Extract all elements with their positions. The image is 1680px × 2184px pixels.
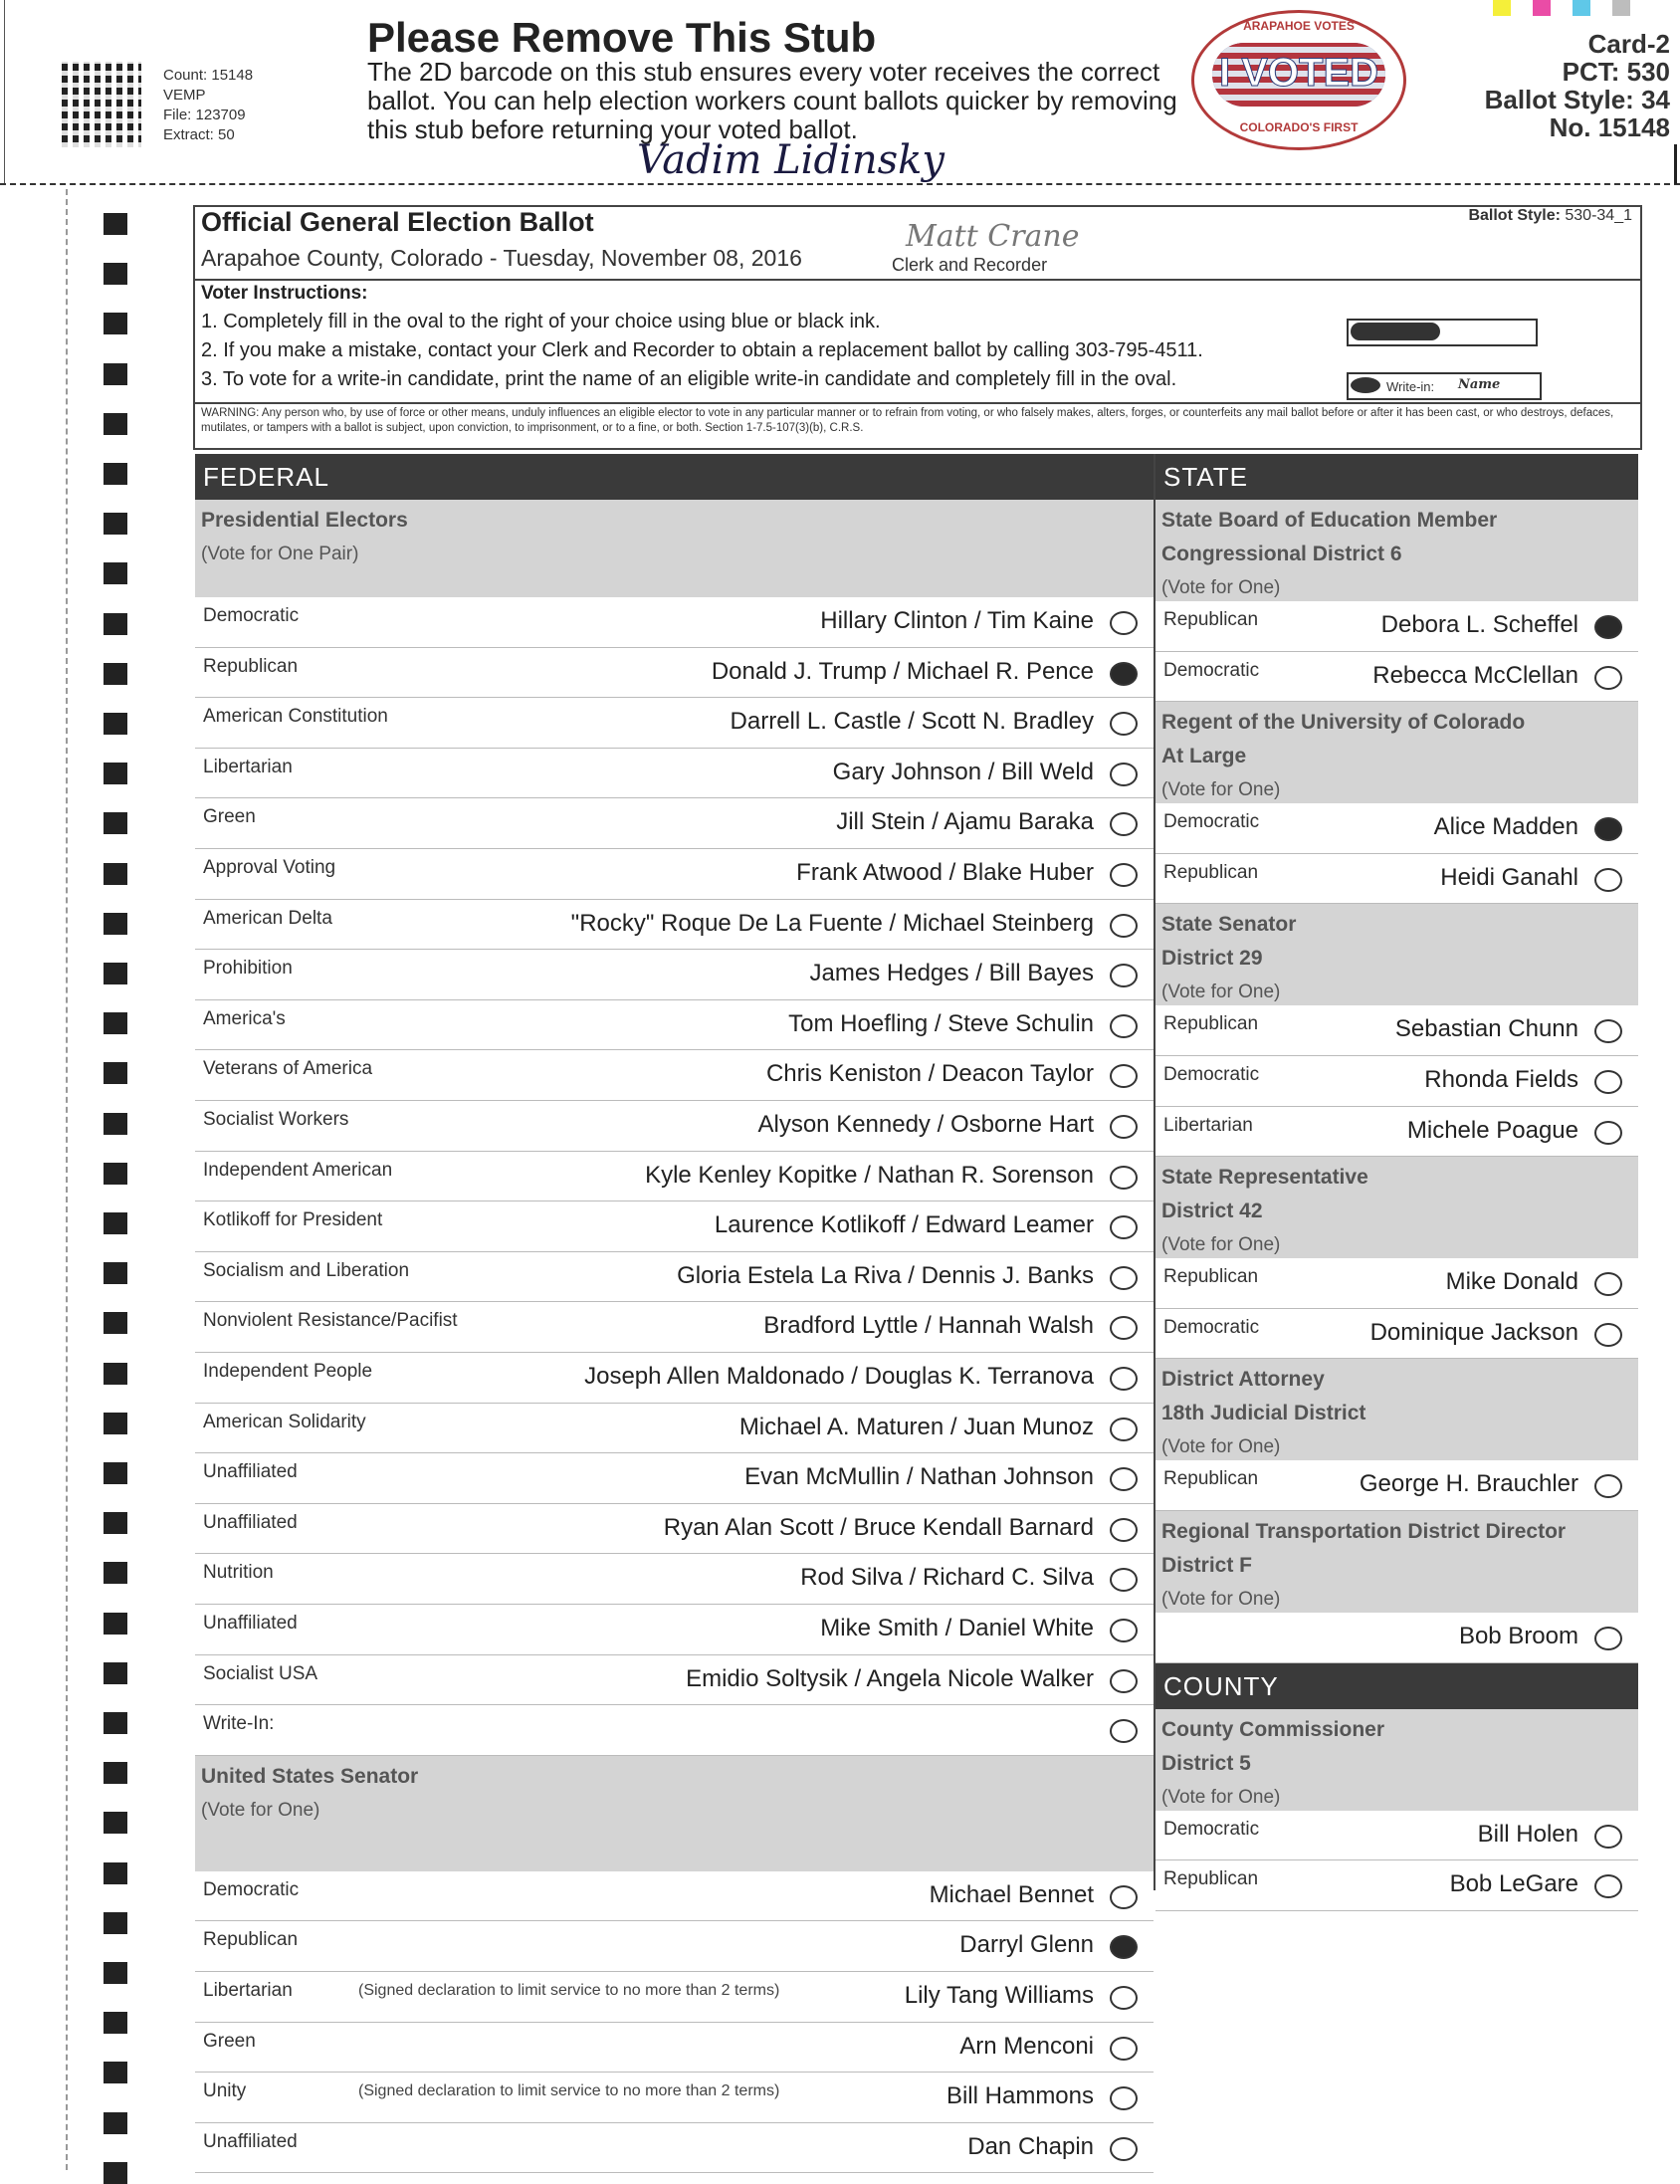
vote-oval[interactable] xyxy=(1594,1474,1622,1498)
card-number: Card-2 xyxy=(1587,29,1670,59)
contest-title: County Commissioner xyxy=(1161,1717,1385,1741)
vote-oval[interactable] xyxy=(1110,1669,1138,1693)
sticker-word: I VOTED xyxy=(1218,51,1379,95)
party-label: Democratic xyxy=(1163,1316,1260,1338)
stub-file: File: 123709 xyxy=(163,107,246,123)
timing-mark xyxy=(104,1012,127,1034)
timing-mark xyxy=(104,1862,127,1884)
party-label: American Delta xyxy=(203,907,332,929)
party-label: Libertarian xyxy=(203,756,293,777)
stub-left-border xyxy=(4,0,5,185)
ballot-choice-row xyxy=(195,1302,1154,1353)
clerk-signature: Matt Crane xyxy=(906,219,1080,254)
timing-mark xyxy=(104,663,127,685)
candidate-name: Heidi Ganahl xyxy=(1440,863,1578,891)
candidate-name: Kyle Kenley Kopitke / Nathan R. Sorenson xyxy=(645,1161,1094,1189)
timing-mark xyxy=(104,1312,127,1334)
contest-title: Presidential Electors xyxy=(201,509,408,532)
candidate-name: Gary Johnson / Bill Weld xyxy=(832,758,1094,785)
ballot-choice-row xyxy=(195,1252,1154,1303)
vote-oval[interactable] xyxy=(1110,812,1138,836)
contest-header xyxy=(1155,904,1638,1005)
vote-oval[interactable] xyxy=(1594,817,1622,841)
party-label: Democratic xyxy=(1163,1818,1260,1840)
vote-oval[interactable] xyxy=(1110,1935,1138,1959)
column-separator xyxy=(1154,454,1155,1890)
timing-mark xyxy=(104,213,127,235)
party-label: Nonviolent Resistance/Pacifist xyxy=(203,1310,458,1332)
party-label: America's xyxy=(203,1007,286,1029)
contest-title: United States Senator xyxy=(201,1764,419,1788)
timing-mark xyxy=(104,1912,127,1934)
ballot-choice-row xyxy=(195,900,1154,951)
vote-oval[interactable] xyxy=(1594,1272,1622,1296)
party-label: Socialist USA xyxy=(203,1662,318,1684)
ballot-title: Official General Election Ballot xyxy=(201,207,594,237)
candidate-name: Hillary Clinton / Tim Kaine xyxy=(820,607,1094,634)
timing-mark xyxy=(104,1212,127,1234)
ballot-choice-row xyxy=(195,1201,1154,1252)
party-label: Approval Voting xyxy=(203,857,336,878)
ballot-choice-row xyxy=(195,1605,1154,1655)
party-label: Unaffiliated xyxy=(203,1613,298,1634)
vote-for: (Vote for One) xyxy=(1161,982,1281,1003)
timing-mark xyxy=(104,1712,127,1734)
contest-district: District F xyxy=(1161,1554,1253,1577)
timing-mark xyxy=(104,313,127,334)
timing-mark xyxy=(104,2162,127,2184)
ballot-choice-row xyxy=(195,1050,1154,1101)
contest-title: Regent of the University of Colorado xyxy=(1161,711,1526,735)
party-label: Socialist Workers xyxy=(203,1109,349,1130)
candidate-name: Darrell L. Castle / Scott N. Bradley xyxy=(730,708,1094,736)
tear-line xyxy=(0,183,1680,185)
ballot-choice-row xyxy=(1155,1613,1638,1663)
party-label: Democratic xyxy=(1163,659,1260,681)
party-label: Democratic xyxy=(203,605,300,626)
instructions-heading: Voter Instructions: xyxy=(201,283,368,304)
party-label: Independent People xyxy=(203,1361,373,1382)
timing-mark xyxy=(104,263,127,285)
party-label: Unaffiliated xyxy=(203,2130,298,2152)
party-label: Republican xyxy=(1163,609,1259,630)
vote-oval[interactable] xyxy=(1110,1467,1138,1491)
party-label: Nutrition xyxy=(203,1562,274,1584)
candidate-name: Sebastian Chunn xyxy=(1394,1015,1578,1043)
registration-gray xyxy=(1612,0,1630,16)
timing-mark xyxy=(104,2012,127,2034)
stub-count: Count: 15148 xyxy=(163,67,254,84)
candidate-name: Dominique Jackson xyxy=(1369,1318,1578,1346)
timing-mark xyxy=(104,2112,127,2134)
party-label: Republican xyxy=(1163,861,1259,883)
vote-oval[interactable] xyxy=(1594,1070,1622,1094)
timing-mark xyxy=(104,812,127,834)
vote-oval[interactable] xyxy=(1594,666,1622,690)
contest-header xyxy=(1155,1359,1638,1460)
candidate-name: Rod Silva / Richard C. Silva xyxy=(800,1564,1094,1592)
vote-oval[interactable] xyxy=(1110,1367,1138,1391)
vote-oval[interactable] xyxy=(1110,1316,1138,1340)
stub-title: Please Remove This Stub xyxy=(367,14,877,61)
party-label: Unity xyxy=(203,2080,247,2102)
party-label: American Solidarity xyxy=(203,1411,366,1432)
vote-oval[interactable] xyxy=(1594,1121,1622,1145)
ballot-choice-row xyxy=(195,1453,1154,1504)
candidate-name: Laurence Kotlikoff / Edward Leamer xyxy=(714,1211,1094,1239)
ballot-choice-row xyxy=(1155,1460,1638,1511)
ballot-style-value: 530-34_1 xyxy=(1565,207,1632,224)
candidate-name: Chris Keniston / Deacon Taylor xyxy=(765,1060,1094,1088)
ballot-subtitle: Arapahoe County, Colorado - Tuesday, November 08, 2016 xyxy=(201,245,802,271)
timing-mark xyxy=(104,1363,127,1385)
candidate-name: Mike Donald xyxy=(1445,1268,1578,1296)
vote-oval[interactable] xyxy=(1110,964,1138,987)
candidate-name: Bob LeGare xyxy=(1449,1870,1578,1898)
ballot-choice-row xyxy=(195,2023,1154,2074)
party-label: Unaffiliated xyxy=(203,1511,298,1533)
vote-oval[interactable] xyxy=(1110,763,1138,786)
vote-oval[interactable] xyxy=(1110,1986,1138,2010)
party-label: Prohibition xyxy=(203,958,293,980)
candidate-name: Bob Broom xyxy=(1458,1623,1578,1649)
vote-oval[interactable] xyxy=(1594,1019,1622,1043)
candidate-name: Arn Menconi xyxy=(959,2032,1094,2060)
vote-for: (Vote for One) xyxy=(201,1799,320,1821)
timing-mark xyxy=(104,613,127,635)
contest-title: State Senator xyxy=(1161,913,1297,937)
ballot-choice-row xyxy=(195,1921,1154,1972)
party-label: Libertarian xyxy=(1163,1114,1253,1136)
vote-oval[interactable] xyxy=(1594,1825,1622,1849)
contest-district: At Large xyxy=(1161,745,1247,768)
candidate-name: Michael Bennet xyxy=(929,1880,1094,1908)
timing-mark xyxy=(104,513,127,535)
ballot-choice-row xyxy=(195,1101,1154,1152)
contest-district: 18th Judicial District xyxy=(1161,1402,1366,1425)
ballot-choice-row xyxy=(195,2123,1154,2174)
candidate-name: Bill Hammons xyxy=(945,2082,1094,2110)
candidate-name: Emidio Soltysik / Angela Nicole Walker xyxy=(686,1664,1094,1692)
vote-oval[interactable] xyxy=(1594,615,1622,639)
timing-mark xyxy=(104,913,127,935)
contest-title: Regional Transportation District Director xyxy=(1161,1520,1567,1543)
ballot-choice-row xyxy=(1155,1309,1638,1360)
candidate-name: Ryan Alan Scott / Bruce Kendall Barnard xyxy=(663,1513,1094,1541)
timing-mark xyxy=(104,1562,127,1584)
timing-mark xyxy=(104,1062,127,1084)
contest-header xyxy=(195,1756,1154,1871)
term-limit-note: (Signed declaration to limit service to no more than 2 terms) xyxy=(358,2082,780,2100)
header-rule xyxy=(195,279,1640,281)
party-label: Republican xyxy=(203,1929,299,1951)
candidate-name: Joseph Allen Maldonado / Douglas K. Terranova xyxy=(584,1363,1094,1390)
candidate-name: Darryl Glenn xyxy=(959,1931,1094,1959)
vote-for: (Vote for One) xyxy=(1161,1786,1281,1808)
ballot-choice-row xyxy=(195,1871,1154,1922)
vote-oval[interactable] xyxy=(1110,914,1138,938)
ballot-choice-row xyxy=(195,648,1154,699)
candidate-name: "Rocky" Roque De La Fuente / Michael Steinberg xyxy=(570,909,1094,937)
instruction-2: 2. If you make a mistake, contact your Clerk and Recorder to obtain a replacement ballot by calling 303-795-4511. xyxy=(201,339,1203,361)
stub-text: The 2D barcode on this stub ensures every voter receives the correct ballot. You can help election workers count ballots quicker by removing this stub before returning your voted ballot. xyxy=(367,57,1177,144)
candidate-name: Rebecca McClellan xyxy=(1372,661,1578,689)
writein-sample xyxy=(1347,372,1542,400)
timing-mark xyxy=(104,1662,127,1684)
stub-extract: Extract: 50 xyxy=(163,126,235,143)
ballot-choice-row xyxy=(1155,803,1638,854)
contest-header xyxy=(1155,702,1638,803)
party-label: Unaffiliated xyxy=(203,1461,298,1483)
registration-cyan xyxy=(1573,0,1590,16)
contest-header xyxy=(1155,1709,1638,1811)
instruction-3: 3. To vote for a write-in candidate, print the name of an eligible write-in candidate and completely fill in the oval. xyxy=(201,368,1177,390)
registration-magenta xyxy=(1533,0,1551,16)
candidate-name: Bill Holen xyxy=(1477,1820,1578,1848)
ballot-style-label: Ballot Style: xyxy=(1468,207,1561,224)
timing-mark xyxy=(104,1512,127,1534)
contest-title: State Representative xyxy=(1161,1166,1368,1190)
party-label: Republican xyxy=(1163,1013,1259,1035)
timing-mark xyxy=(104,1962,127,1984)
ballot-choice-row xyxy=(1155,652,1638,703)
vote-oval[interactable] xyxy=(1594,1627,1622,1650)
candidate-name: Alice Madden xyxy=(1433,813,1578,841)
vote-oval[interactable] xyxy=(1110,1014,1138,1038)
vote-for: (Vote for One) xyxy=(1161,577,1281,598)
candidate-name: Donald J. Trump / Michael R. Pence xyxy=(711,657,1094,685)
ballot-choice-row xyxy=(195,1705,1154,1756)
contest-header xyxy=(1155,500,1638,601)
party-label: Green xyxy=(203,2030,256,2052)
vote-oval[interactable] xyxy=(1110,863,1138,887)
timing-mark xyxy=(104,1613,127,1635)
candidate-name: Dan Chapin xyxy=(967,2132,1094,2160)
ballot-choice-row xyxy=(1155,1258,1638,1309)
candidate-name: Michele Poague xyxy=(1406,1116,1578,1144)
party-label: Republican xyxy=(203,655,299,677)
vote-oval[interactable] xyxy=(1110,1568,1138,1592)
candidate-name: Evan McMullin / Nathan Johnson xyxy=(744,1463,1094,1491)
ballot-choice-row xyxy=(195,1152,1154,1202)
vote-oval[interactable] xyxy=(1110,1719,1138,1743)
qr-barcode xyxy=(62,62,141,147)
timing-mark xyxy=(104,1762,127,1784)
party-label: Veterans of America xyxy=(203,1058,373,1080)
term-limit-note: (Signed declaration to limit service to no more than 2 terms) xyxy=(358,1982,780,1999)
candidate-name: Gloria Estela La Riva / Dennis J. Banks xyxy=(677,1261,1094,1289)
party-label: Green xyxy=(203,806,256,828)
candidate-name: Rhonda Fields xyxy=(1424,1066,1578,1093)
clerk-label: Clerk and Recorder xyxy=(892,255,1048,275)
ballot-choice-row xyxy=(195,1972,1154,2023)
ballot-style xyxy=(1443,207,1632,225)
vote-for: (Vote for One) xyxy=(1161,1589,1281,1610)
vote-oval[interactable] xyxy=(1110,1266,1138,1290)
ballot-choice-row xyxy=(195,749,1154,799)
ballot-choice-row xyxy=(195,849,1154,900)
ballot-choice-row xyxy=(195,1353,1154,1404)
vote-oval[interactable] xyxy=(1110,1115,1138,1139)
ballot-choice-row xyxy=(195,1000,1154,1051)
writein-sample-name: Name xyxy=(1458,377,1501,392)
candidate-name: Michael A. Maturen / Juan Munoz xyxy=(738,1413,1094,1440)
candidate-name: Alyson Kennedy / Osborne Hart xyxy=(757,1111,1094,1138)
vote-oval[interactable] xyxy=(1110,1064,1138,1088)
contest-district: Congressional District 6 xyxy=(1161,543,1402,565)
vote-oval[interactable] xyxy=(1594,868,1622,892)
vote-oval[interactable] xyxy=(1110,662,1138,686)
stub-vemp: VEMP xyxy=(163,87,206,104)
ballot-choice-row xyxy=(195,1504,1154,1555)
vote-oval[interactable] xyxy=(1110,1619,1138,1642)
party-label: Republican xyxy=(1163,1468,1259,1490)
vote-oval[interactable] xyxy=(1110,1518,1138,1542)
state-heading: STATE xyxy=(1155,454,1638,500)
vote-oval[interactable] xyxy=(1110,1885,1138,1909)
vote-oval[interactable] xyxy=(1110,1166,1138,1190)
registration-yellow xyxy=(1493,0,1511,16)
vote-for: (Vote for One Pair) xyxy=(201,544,359,564)
vote-oval[interactable] xyxy=(1110,2086,1138,2110)
voter-signature: Vadim Lidinsky xyxy=(637,137,945,183)
timing-mark xyxy=(104,463,127,485)
perforation-line xyxy=(66,189,68,2170)
ballot-choice-row xyxy=(195,597,1154,648)
candidate-name: Lily Tang Williams xyxy=(904,1982,1094,2009)
stub-right-mark xyxy=(1674,144,1677,184)
timing-mark xyxy=(104,763,127,784)
candidate-name: Frank Atwood / Blake Huber xyxy=(796,859,1094,886)
party-label: Socialism and Liberation xyxy=(203,1259,410,1281)
fill-sample xyxy=(1347,319,1538,346)
precinct: PCT: 530 xyxy=(1562,57,1670,87)
warning-rule xyxy=(195,402,1640,404)
ballot-choice-row xyxy=(195,1655,1154,1706)
party-label: Democratic xyxy=(1163,1064,1260,1085)
candidate-name: Debora L. Scheffel xyxy=(1380,611,1578,638)
ballot-choice-row xyxy=(1155,601,1638,652)
ballot-choice-row xyxy=(1155,1107,1638,1158)
ballot-choice-row xyxy=(1155,1860,1638,1911)
contest-district: District 42 xyxy=(1161,1200,1263,1223)
party-label: Libertarian xyxy=(203,1980,293,2001)
writein-sample-label: Write-in: xyxy=(1386,379,1435,394)
vote-for: (Vote for One) xyxy=(1161,779,1281,801)
sticker-bottom-text: COLORADO'S FIRST xyxy=(1239,120,1359,134)
ballot-choice-row xyxy=(1155,1005,1638,1056)
candidate-name: James Hedges / Bill Bayes xyxy=(809,960,1094,987)
party-label: Republican xyxy=(1163,1266,1259,1288)
timing-mark xyxy=(104,1163,127,1185)
contest-header xyxy=(1155,1157,1638,1258)
candidate-name: George H. Brauchler xyxy=(1359,1470,1578,1498)
ballot-choice-row xyxy=(195,1404,1154,1454)
contest-title: District Attorney xyxy=(1161,1368,1325,1392)
timing-mark xyxy=(104,713,127,735)
timing-mark xyxy=(104,363,127,385)
card-info xyxy=(1433,30,1670,141)
ballot-choice-row xyxy=(1155,1056,1638,1107)
federal-heading: FEDERAL xyxy=(195,454,1154,500)
timing-mark xyxy=(104,413,127,435)
sticker-top-text: ARAPAHOE VOTES xyxy=(1243,19,1355,33)
party-label: Democratic xyxy=(1163,811,1260,833)
candidate-name: Mike Smith / Daniel White xyxy=(820,1615,1094,1641)
warning-text: WARNING: Any person who, by use of force or other means, unduly influences an eligible elector to vote in any particular manner or to refrain from voting, or who falsely makes, alters, forges, or counterfeits any mail ballot before or after it has been cast, or who destroys, defaces, mutilates, or tampers with a ballot is subject, upon conviction, to imprisonment, or to a fine, or both. Section 1-7.5-107(3)(b), C.R.S. xyxy=(201,407,1614,434)
timing-mark xyxy=(104,863,127,885)
contest-header xyxy=(195,500,1154,597)
contest-district: District 29 xyxy=(1161,947,1263,971)
party-label: Kotlikoff for President xyxy=(203,1209,383,1231)
party-label: Republican xyxy=(1163,1868,1259,1890)
party-label: American Constitution xyxy=(203,706,388,728)
candidate-name: Jill Stein / Ajamu Baraka xyxy=(836,808,1094,836)
vote-oval[interactable] xyxy=(1110,2037,1138,2061)
party-label: Independent American xyxy=(203,1159,393,1181)
stub-ballot-style: Ballot Style: 34 xyxy=(1484,85,1670,114)
vote-oval[interactable] xyxy=(1110,712,1138,736)
county-heading: COUNTY xyxy=(1155,1663,1638,1709)
party-label: Write-In: xyxy=(203,1713,275,1735)
ballot-choice-row xyxy=(195,1554,1154,1605)
vote-oval[interactable] xyxy=(1594,1323,1622,1347)
candidate-name: Tom Hoefling / Steve Schulin xyxy=(788,1009,1094,1037)
ballot-number: No. 15148 xyxy=(1549,112,1670,142)
vote-oval[interactable] xyxy=(1594,1874,1622,1898)
timing-mark xyxy=(104,1812,127,1834)
i-voted-sticker xyxy=(1191,10,1406,150)
vote-oval[interactable] xyxy=(1110,1215,1138,1239)
ballot-choice-row xyxy=(195,698,1154,749)
timing-mark xyxy=(104,1262,127,1284)
timing-mark xyxy=(104,963,127,984)
timing-mark xyxy=(104,1413,127,1434)
ballot-choice-row xyxy=(1155,1811,1638,1861)
vote-for: (Vote for One) xyxy=(1161,1234,1281,1256)
contest-title: State Board of Education Member xyxy=(1161,509,1498,532)
timing-mark xyxy=(104,2062,127,2083)
contest-district: District 5 xyxy=(1161,1751,1251,1775)
ballot-choice-row xyxy=(195,950,1154,1000)
timing-mark xyxy=(104,562,127,584)
stub-meta xyxy=(163,66,253,145)
contest-header xyxy=(1155,1511,1638,1613)
party-label: Democratic xyxy=(203,1878,300,1900)
timing-mark xyxy=(104,1113,127,1135)
ballot-choice-row xyxy=(195,798,1154,849)
ballot-choice-row xyxy=(195,2073,1154,2123)
ballot-choice-row xyxy=(1155,854,1638,905)
vote-oval[interactable] xyxy=(1110,2137,1138,2161)
timing-mark xyxy=(104,1462,127,1484)
vote-oval[interactable] xyxy=(1110,1418,1138,1441)
vote-oval[interactable] xyxy=(1110,611,1138,635)
candidate-name: Bradford Lyttle / Hannah Walsh xyxy=(763,1312,1094,1340)
vote-for: (Vote for One) xyxy=(1161,1436,1281,1458)
instruction-1: 1. Completely fill in the oval to the right of your choice using blue or black ink. xyxy=(201,311,881,332)
